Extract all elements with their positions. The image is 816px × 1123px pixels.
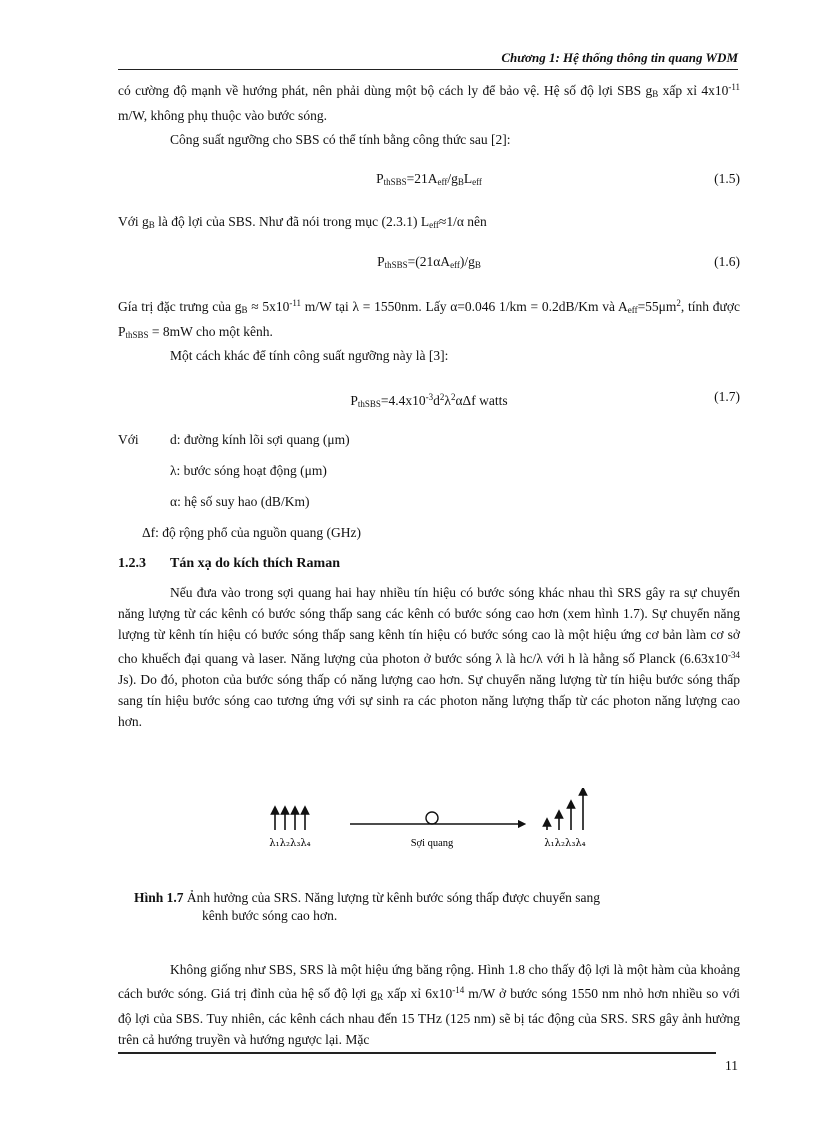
paragraph-sbs-gain: có cường độ mạnh về hướng phát, nên phải dùng một bộ cách ly để bảo vệ. Hệ số độ lợi SBS $g_B$ xấp xỉ $4x10^{-11}$ m/W, không phụ thuộc vào bước sóng.: [118, 82, 740, 123]
input-channels: [275, 810, 305, 830]
header-rule: [118, 69, 738, 70]
section-heading: [118, 556, 340, 572]
equation-number: (1.6): [714, 254, 740, 269]
caption-label: Hình 1.7: [134, 890, 184, 905]
where-item-lambda: λ: bước sóng hoạt động (μm): [170, 463, 327, 478]
fiber-coil-icon: [426, 812, 438, 824]
paragraph-typical-value: Gía trị đặc trưng của $g_B \approx 5x10^{-11}$ m/W tại λ = 1550nm. Lấy α=0.046 1/km = 0.2dB/Km và $A_{eff}=55\mu m^2$, tính được $P_{thSBS} = 8mW$ cho một kênh.: [118, 298, 740, 340]
paragraph-srs-broadband: Không giống như SBS, SRS là một hiệu ứng băng rộng. Hình 1.8 cho thấy độ lợi là một hàm của khoảng cách bước sóng. Giá trị đỉnh của hệ số độ lợi $g_R$ xấp xỉ $6x10^{-14}$ m/W ở bước sóng 1550 nm nhỏ hơn nhiều so với độ lợi của SBS. Tuy nhiên, các kênh cách nhau đến 15 THz (125 nm) sẽ bị tác động của SRS. SRS gây ảnh hưởng trên cả hướng truyền và hướng ngược lại. Mặc: [118, 962, 740, 1047]
input-wavelength-labels: λ₁λ₂λ₃λ₄: [269, 838, 311, 849]
srs-figure: [260, 788, 620, 868]
paragraph-srs-explanation: Nếu đưa vào trong sợi quang hai hay nhiều tín hiệu có bước sóng khác nhau thì SRS gây ra sự chuyển năng lượng từ các kênh có bước sóng thấp sang các kênh có bước sóng cao hơn (xem hình 1.7). Sự chuyển năng lượng từ kênh tín hiệu có bước sóng thấp sang kênh tín hiệu có bước sóng cao là một hiệu ứng cơ bản làm cơ sở cho khuếch đại quang và laser. Năng lượng của photon ở bước sóng λ là hc/λ với h là hằng số Planck ($6.63x10^{-34}$ Js). Do đó, photon của bước sóng thấp có năng lượng cao hơn. Sự chuyển năng lượng từ tín hiệu bước sóng thấp sang tín hiệu bước sóng cao tương ứng với sự sinh ra các photon năng lượng thấp từ các photon năng lượng cao hơn.: [118, 585, 740, 729]
output-channels: [547, 791, 583, 830]
fiber-label: Sợi quang: [410, 838, 454, 849]
where-item-df: Δf: độ rộng phổ của nguồn quang (GHz): [142, 525, 362, 540]
where-label: Với: [118, 432, 139, 447]
section-title: Tán xạ do kích thích Raman: [170, 556, 340, 571]
output-wavelength-labels: λ₁λ₂λ₃λ₄: [544, 838, 586, 849]
footer-rule: [118, 1052, 716, 1054]
page-number: 11: [725, 1058, 738, 1073]
paragraph-threshold-intro: Công suất ngưỡng cho SBS có thể tính bằng công thức sau [2]:: [170, 132, 511, 147]
document-page: Chương 1: Hệ thống thông tin quang WDM có cường độ mạnh về hướng phát, nên phải dùng một bộ cách ly để bảo vệ. Hệ số độ lợi SBS $g_B$ xấp xỉ $4x10^{-11}$ m/W, không phụ thuộc vào bước sóng. Công suất ngưỡng cho SBS có thể tính bằng công thức sau [2]: $P_{thSBS}=21A_{eff}/g_BL_{eff}$ (1.5) Với $g_B$ là độ lợi của SBS. Như đã nói trong mục (2.3.1) $L_{eff}\approx 1/\alpha$ nên $P_{thSBS}=(21\alpha A_{eff})/g_B$ (1.6) Gía trị đặc trưng của $g_B \approx 5x10^{-11}$ m/W tại λ = 1550nm. Lấy α=0.046 1/km = 0.2dB/Km và $A_{eff}=55\mu m^2$, tính được $P_{thSBS} = 8mW$ cho một kênh. Một cách khác để tính công suất ngưỡng này là [3]: $P_{thSBS}=4.4x10^{-3}d^2\lambda^2\alpha\Delta f$ watts (1.7) Với d: đường kính lõi sợi quang (μm) λ: bước sóng hoạt động (μm) α: hệ số suy hao (dB/Km) Δf: độ rộng phổ của nguồn quang (GHz) 1.2.3 Tán xạ do kích thích Raman Nếu đưa vào trong sợi quang hai hay nhiều tín hiệu có bước sóng khác nhau thì SRS gây ra sự chuyển năng lượng từ các kênh có bước sóng thấp sang các kênh có bước sóng cao hơn (xem hình 1.7). Sự chuyển năng lượng từ kênh tín hiệu có bước sóng thấp sang kênh tín hiệu có bước sóng cao là một hiệu ứng cơ bản làm cơ sở cho khuếch đại quang và laser. Năng lượng của photon ở bước sóng λ là hc/λ với h là hằng số Planck ($6.63x10^{-34}$ Js). Do đó, photon của bước sóng thấp có năng lượng cao hơn. Sự chuyển năng lượng từ tín hiệu bước sóng thấp sang tín hiệu bước sóng cao tương ứng với sự sinh ra các photon năng lượng thấp từ các photon năng lượng cao hơn. λ₁λ₂λ₃λ₄ Sợi quang λ₁λ₂λ₃λ₄ Hình 1.7 Ảnh hưởng của SRS. Năng lượng từ kênh bước sóng thấp được chuyển sang kênh bước sóng cao hơn. Không giống như SBS, SRS là một hiệu ứng băng rộng. Hình 1.8 cho thấy độ lợi là một hàm của khoảng cách bước sóng. Giá trị đỉnh của hệ số độ lợi $g_R$ xấp xỉ $6x10^{-14}$ m/W ở bước sóng 1550 nm nhỏ hơn nhiều so với độ lợi của SBS. Tuy nhiên, các kênh cách nhau đến 15 THz (125 nm) sẽ bị tác động của SRS. SRS gây ảnh hưởng trên cả hướng truyền và hướng ngược lại. Mặc 11: [118, 50, 740, 1073]
where-item-alpha: α: hệ số suy hao (dB/Km): [170, 494, 310, 509]
paragraph-where-gb: Với $g_B$ là độ lợi của SBS. Như đã nói trong mục (2.3.1) $L_{eff}\approx 1/\alpha$ nên: [118, 214, 487, 230]
paragraph-alt-method: Một cách khác để tính công suất ngưỡng này là [3]:: [170, 348, 449, 363]
where-item-d: d: đường kính lõi sợi quang (μm): [170, 432, 350, 447]
section-number: 1.2.3: [118, 556, 146, 571]
running-header: Chương 1: Hệ thống thông tin quang WDM: [501, 50, 738, 65]
figure-caption: Hình 1.7 Ảnh hưởng của SRS. Năng lượng từ kênh bước sóng thấp được chuyển sang kênh bước sóng cao hơn.: [134, 890, 600, 923]
equation-number: (1.7): [714, 389, 740, 404]
equation-number: (1.5): [714, 171, 740, 186]
